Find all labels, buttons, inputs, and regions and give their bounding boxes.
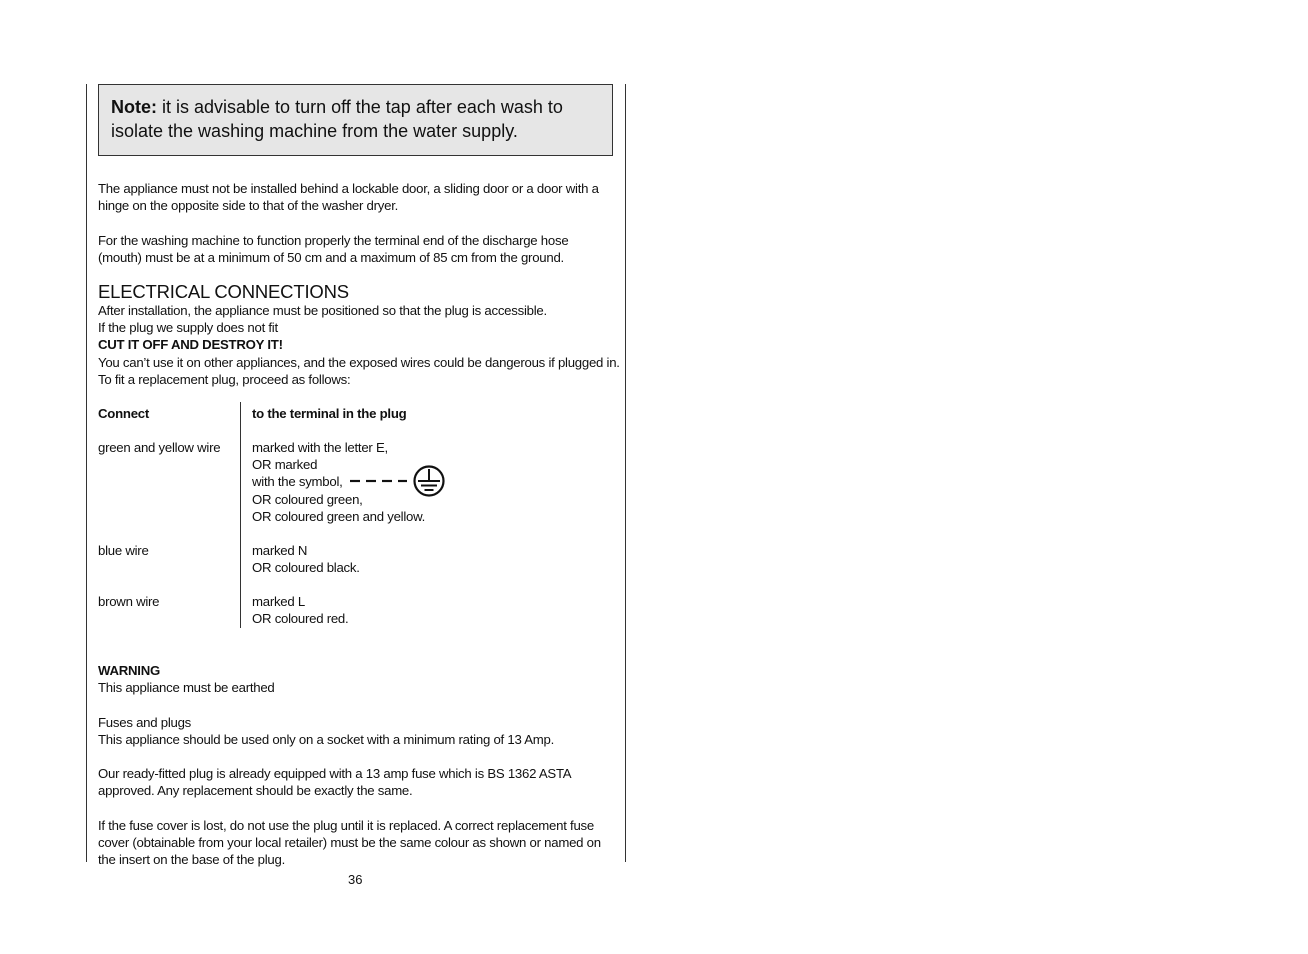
table-line: with the symbol,: [252, 474, 343, 490]
table-line: OR coloured green,: [252, 491, 363, 507]
terminal-brown: [252, 593, 348, 627]
electrical-heading: ELECTRICAL CONNECTIONS: [98, 281, 349, 302]
table-line-symbol: [252, 473, 425, 490]
warning-title: WARNING: [98, 663, 160, 678]
table-header-terminal: to the terminal in the plug: [252, 406, 407, 421]
electrical-line-4: You can’t use it on other appliances, and the exposed wires could be dangerous if plugged in.: [98, 354, 620, 370]
electrical-text: [98, 302, 618, 388]
earth-symbol-icon: [350, 465, 450, 497]
electrical-line-5: To fit a replacement plug, proceed as follows:: [98, 371, 351, 387]
fuses-text-1: This appliance should be used only on a socket with a minimum rating of 13 Amp.: [98, 732, 554, 748]
table-line: OR coloured black.: [252, 560, 360, 576]
right-margin-rule: [625, 84, 626, 862]
electrical-line-3: CUT IT OFF AND DESTROY IT!: [98, 337, 283, 353]
terminal-green-yellow: [252, 439, 425, 525]
wire-blue: blue wire: [98, 543, 149, 558]
left-margin-rule: [86, 84, 87, 862]
table-line: marked N: [252, 543, 308, 558]
fuses-text-3: If the fuse cover is lost, do not use the plug until it is replaced. A correct replacement fuse cover (obtainable from your local retailer) must be the same colour as shown or named on the insert on the base of the plug.: [98, 818, 601, 868]
table-header-connect: Connect: [98, 406, 149, 421]
table-line: OR marked: [252, 457, 318, 473]
table-line: marked with the letter E,: [252, 440, 388, 455]
terminal-blue: [252, 542, 360, 576]
content-column: [98, 84, 620, 868]
door-paragraph: The appliance must not be installed behind a lockable door, a sliding door or a door with a hinge on the opposite side to that of the washer dryer.: [98, 181, 599, 214]
table-divider: [240, 402, 241, 628]
table-line: OR coloured red.: [252, 611, 349, 627]
note-label: Note:: [111, 97, 157, 117]
fuses-title: Fuses and plugs: [98, 715, 192, 730]
fuses-section: [98, 714, 613, 748]
table-line: marked L: [252, 594, 305, 609]
fuses-text-2: Our ready-fitted plug is already equipped with a 13 amp fuse which is BS 1362 ASTA approved. Any replacement should be exactly the same.: [98, 766, 571, 799]
table-line: OR coloured green and yellow.: [252, 508, 426, 524]
page-number: 36: [348, 872, 363, 887]
hose-paragraph: For the washing machine to function properly the terminal end of the discharge hose (mouth) must be at a minimum of 50 cm and a maximum of 85 cm from the ground.: [98, 233, 569, 266]
wire-green-yellow: green and yellow wire: [98, 440, 221, 455]
wiring-table: [98, 402, 613, 628]
note-box: [98, 84, 613, 156]
warning-text: This appliance must be earthed: [98, 680, 275, 696]
electrical-line-1: After installation, the appliance must be positioned so that the plug is accessible.: [98, 303, 547, 318]
wire-brown: brown wire: [98, 594, 160, 609]
warning-section: [98, 662, 613, 696]
electrical-line-2: If the plug we supply does not fit: [98, 320, 278, 336]
note-text: it is advisable to turn off the tap after each wash to isolate the washing machine from the water supply.: [111, 97, 563, 141]
